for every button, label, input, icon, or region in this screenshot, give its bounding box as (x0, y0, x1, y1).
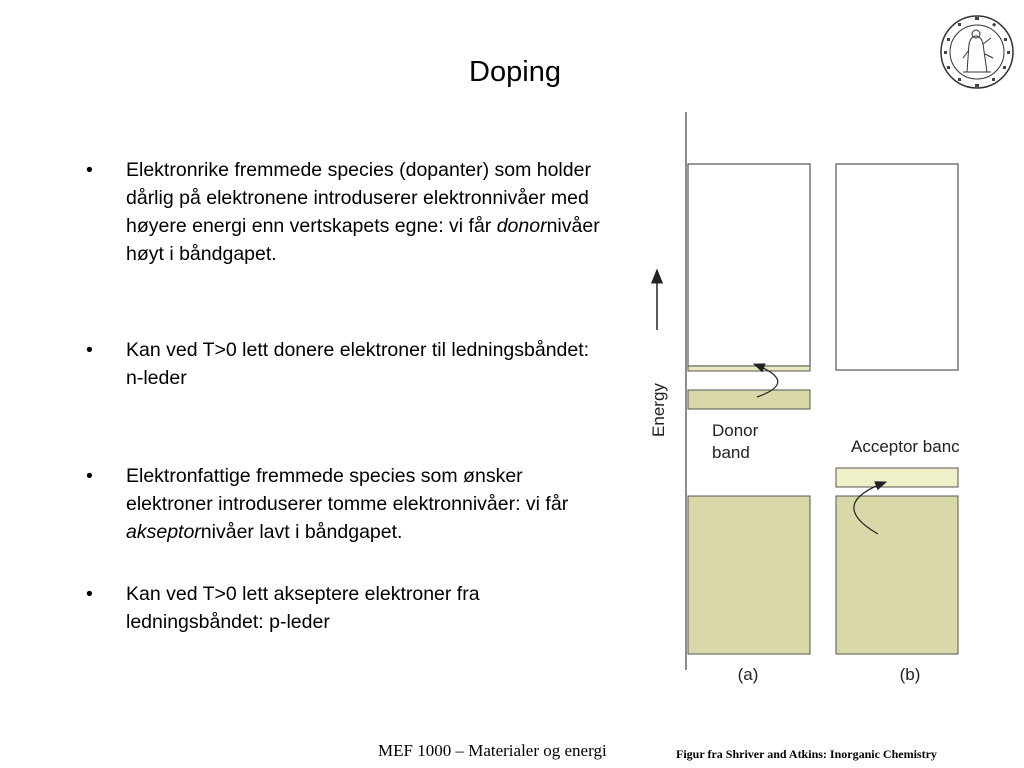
slide-title: Doping (469, 56, 561, 88)
bullet-item-acceptor (86, 462, 606, 546)
footer-figure-credit: Figur fra Shriver and Atkins: Inorganic Chemistry (676, 747, 937, 761)
footer-course: MEF 1000 – Materialer og energi (378, 741, 607, 760)
bullet-marker: • (86, 465, 93, 487)
panel-b-label: (b) (899, 665, 921, 684)
valence-band-b (836, 496, 958, 654)
conduction-band-a (688, 164, 810, 366)
bullet-marker: • (86, 583, 93, 605)
donor-label-line2: band (712, 443, 750, 462)
acceptor-label: Acceptor banc (851, 437, 960, 456)
bullet-text: Elektronfattige fremmede species som ønsker elektroner introduserer tomme elektronnivåer: vi får akseptornivåer lavt i båndgapet. (126, 465, 569, 543)
band-diagram-figure (620, 100, 1020, 700)
donor-label-line1: Donor (712, 421, 759, 440)
panel-a-bands (688, 164, 810, 654)
bullet-text: Elektronrike fremmede species (dopanter) som holder dårlig på elektronene introduserer elektronnivåer med høyere energi enn vertskapets egne: vi får donornivåer høyt i båndgapet. (126, 159, 600, 265)
panel-a-label: (a) (737, 665, 759, 684)
bullet-item-donor (86, 156, 606, 268)
bullet-text: Kan ved T>0 lett donere elektroner til ledningsbåndet: n-leder (126, 339, 590, 389)
bullet-marker: • (86, 159, 93, 181)
university-seal-logo (939, 14, 1015, 90)
bullet-item-n-leder (86, 336, 606, 392)
valence-band-a (688, 496, 810, 654)
donor-level-a (688, 366, 810, 371)
bullet-item-p-leder (86, 580, 606, 636)
conduction-band-b (836, 164, 958, 370)
panel-b-bands (836, 164, 960, 654)
bullet-text: Kan ved T>0 lett akseptere elektroner fra ledningsbåndet: p-leder (126, 583, 480, 633)
acceptor-level-b (836, 468, 958, 487)
energy-axis-label: Energy (649, 383, 668, 437)
donor-band-a (688, 390, 810, 409)
bullet-marker: • (86, 339, 93, 361)
